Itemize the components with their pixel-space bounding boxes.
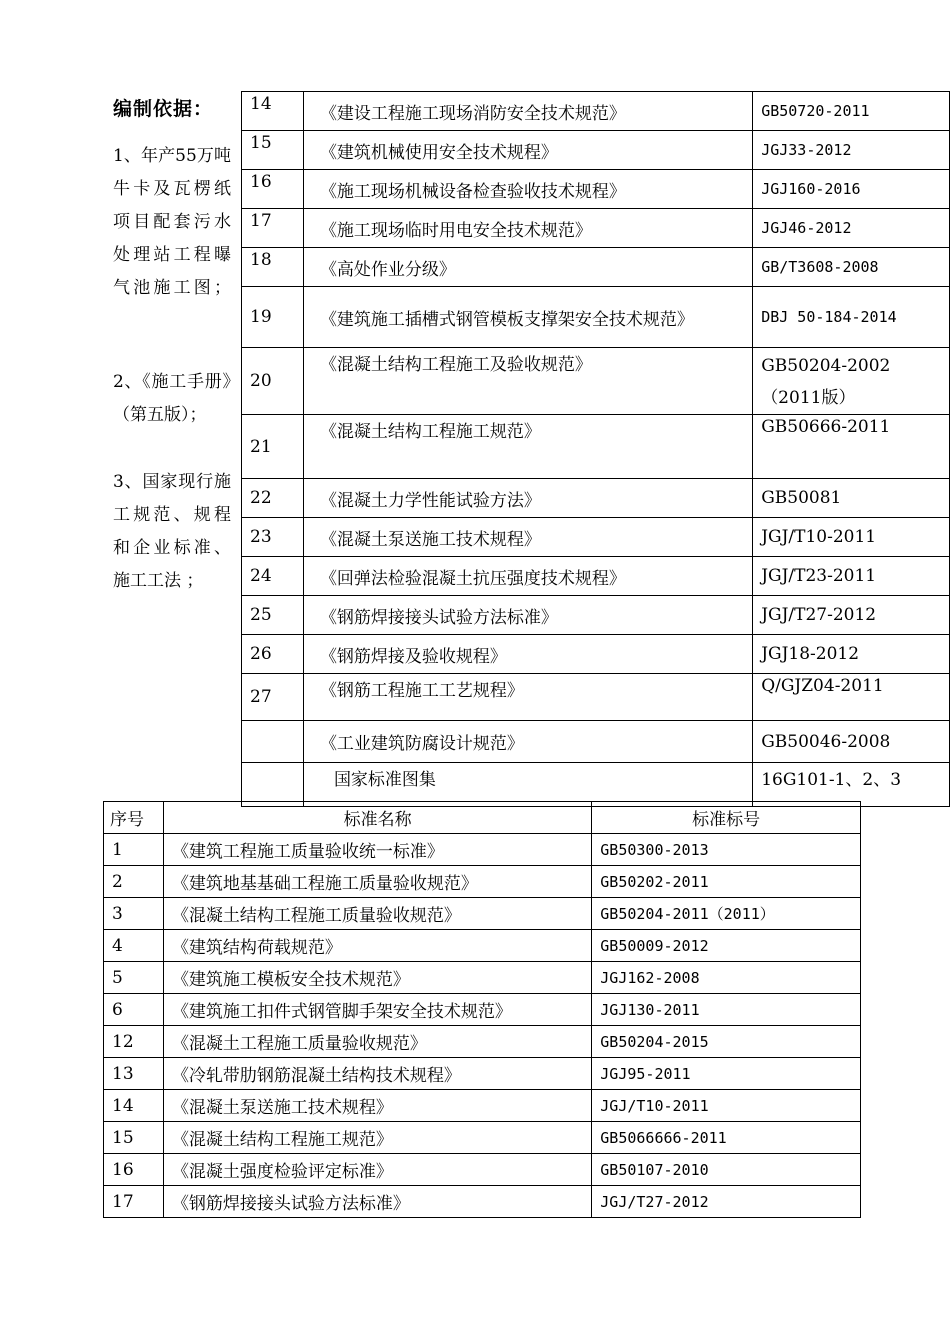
header-number: 序号	[104, 802, 164, 834]
standard-code: JGJ/T23-2011	[753, 557, 950, 596]
standard-name: 《建筑施工插槽式钢管模板支撑架安全技术规范》	[303, 287, 752, 348]
table-row	[242, 674, 950, 721]
row-number: 20	[242, 348, 304, 415]
table-row	[104, 1186, 861, 1218]
table-row	[242, 721, 950, 763]
standard-name: 《建筑工程施工质量验收统一标准》	[163, 834, 591, 866]
table-row	[242, 479, 950, 518]
standard-code: JGJ46-2012	[753, 209, 950, 248]
standard-code: GB50204-2015	[592, 1026, 861, 1058]
table-row	[104, 1026, 861, 1058]
standard-name: 《工业建筑防腐设计规范》	[303, 721, 752, 763]
standard-name: 《钢筋焊接及验收规程》	[303, 635, 752, 674]
standard-name: 《建筑结构荷载规范》	[163, 930, 591, 962]
table-row	[242, 131, 950, 170]
row-number: 4	[104, 930, 164, 962]
row-number: 12	[104, 1026, 164, 1058]
standards-table-continued	[241, 91, 950, 807]
table-row	[104, 994, 861, 1026]
table-row	[242, 635, 950, 674]
table-row	[104, 930, 861, 962]
table-row	[242, 348, 950, 415]
table-row	[242, 248, 950, 287]
row-number: 16	[242, 170, 304, 209]
row-number: 5	[104, 962, 164, 994]
standard-name: 《混凝土强度检验评定标准》	[163, 1154, 591, 1186]
standard-name: 《建筑地基基础工程施工质量验收规范》	[163, 866, 591, 898]
row-number: 6	[104, 994, 164, 1026]
row-number: 23	[242, 518, 304, 557]
standard-code: JGJ95-2011	[592, 1058, 861, 1090]
row-number	[242, 721, 304, 763]
standard-code: JGJ/T27-2012	[592, 1186, 861, 1218]
table-row	[242, 209, 950, 248]
table-row	[242, 92, 950, 131]
standard-name: 《施工现场机械设备检查验收技术规程》	[303, 170, 752, 209]
standard-name: 《混凝土泵送施工技术规程》	[303, 518, 752, 557]
standard-code: 16G101-1、2、3	[753, 763, 950, 807]
table-row	[104, 1090, 861, 1122]
standard-code: GB50202-2011	[592, 866, 861, 898]
row-number: 17	[104, 1186, 164, 1218]
table-row	[104, 962, 861, 994]
table-row	[242, 596, 950, 635]
row-number: 14	[242, 92, 304, 131]
standard-name: 《建设工程施工现场消防安全技术规范》	[303, 92, 752, 131]
table-row	[242, 557, 950, 596]
standard-name: 《冷轧带肋钢筋混凝土结构技术规程》	[163, 1058, 591, 1090]
header-name: 标准名称	[163, 802, 591, 834]
standard-code: JGJ/T10-2011	[753, 518, 950, 557]
row-number: 15	[104, 1122, 164, 1154]
standard-code: GB50204-2011（2011）	[592, 898, 861, 930]
table-row	[242, 518, 950, 557]
row-number: 18	[242, 248, 304, 287]
table-row	[104, 1122, 861, 1154]
standard-code: GB50720-2011	[753, 92, 950, 131]
standard-name: 《混凝土结构工程施工规范》	[303, 415, 752, 479]
standards-table	[103, 801, 861, 1218]
row-number: 1	[104, 834, 164, 866]
row-number: 24	[242, 557, 304, 596]
standard-code: GB5066666-2011	[592, 1122, 861, 1154]
row-number: 27	[242, 674, 304, 721]
standard-code: JGJ130-2011	[592, 994, 861, 1026]
row-number: 22	[242, 479, 304, 518]
standard-name: 《混凝土力学性能试验方法》	[303, 479, 752, 518]
standard-name: 《建筑施工扣件式钢管脚手架安全技术规范》	[163, 994, 591, 1026]
header-code: 标准标号	[592, 802, 861, 834]
row-number: 26	[242, 635, 304, 674]
row-number: 13	[104, 1058, 164, 1090]
standard-code: GB50009-2012	[592, 930, 861, 962]
row-number	[242, 763, 304, 807]
table-row	[104, 866, 861, 898]
basis-paragraph-3: 3、国家现行施工规范、规程和企业标准、施工工法 ；	[113, 472, 231, 591]
standard-code: JGJ160-2016	[753, 170, 950, 209]
basis-paragraph-2: 2、《施工手册》（第五版）；	[113, 372, 231, 425]
row-number: 14	[104, 1090, 164, 1122]
row-number: 3	[104, 898, 164, 930]
standard-code: GB50300-2013	[592, 834, 861, 866]
basis-paragraph-1: 1、年产55万吨牛卡及瓦楞纸项目配套污水处理站工程曝气池施工图；	[113, 146, 231, 298]
standard-code: DBJ 50-184-2014	[753, 287, 950, 348]
standard-name: 《施工现场临时用电安全技术规范》	[303, 209, 752, 248]
standard-name: 《钢筋工程施工工艺规程》	[303, 674, 752, 721]
standard-code: JGJ/T27-2012	[753, 596, 950, 635]
standard-name: 《钢筋焊接接头试验方法标准》	[163, 1186, 591, 1218]
standard-code: Q/GJZ04-2011	[753, 674, 950, 721]
row-number: 19	[242, 287, 304, 348]
standard-name: 《钢筋焊接接头试验方法标准》	[303, 596, 752, 635]
standard-name: 《混凝土结构工程施工质量验收规范》	[163, 898, 591, 930]
table-row	[242, 415, 950, 479]
standard-name: 国家标准图集	[303, 763, 752, 807]
standard-name: 《混凝土结构工程施工规范》	[163, 1122, 591, 1154]
standard-name: 《混凝土工程施工质量验收规范》	[163, 1026, 591, 1058]
standard-code: JGJ18-2012	[753, 635, 950, 674]
standard-code: GB50666-2011	[753, 415, 950, 479]
row-number: 15	[242, 131, 304, 170]
table-row	[104, 834, 861, 866]
standard-name: 《高处作业分级》	[303, 248, 752, 287]
standard-name: 《建筑施工模板安全技术规范》	[163, 962, 591, 994]
standard-code: GB50107-2010	[592, 1154, 861, 1186]
table-row	[242, 763, 950, 807]
standard-code: GB50081	[753, 479, 950, 518]
standard-name: 《混凝土结构工程施工及验收规范》	[303, 348, 752, 415]
section-heading: 编制依据：	[113, 98, 214, 120]
row-number: 25	[242, 596, 304, 635]
standard-code: GB/T3608-2008	[753, 248, 950, 287]
table-row	[242, 170, 950, 209]
row-number: 2	[104, 866, 164, 898]
row-number: 16	[104, 1154, 164, 1186]
row-number: 17	[242, 209, 304, 248]
table-header-row	[104, 802, 861, 834]
standard-code: GB50046-2008	[753, 721, 950, 763]
standard-code: JGJ162-2008	[592, 962, 861, 994]
standard-code: JGJ/T10-2011	[592, 1090, 861, 1122]
table-row	[242, 287, 950, 348]
standard-name: 《建筑机械使用安全技术规程》	[303, 131, 752, 170]
standard-code: GB50204-2002（2011版）	[753, 348, 950, 415]
standard-code: JGJ33-2012	[753, 131, 950, 170]
row-number: 21	[242, 415, 304, 479]
standard-name: 《混凝土泵送施工技术规程》	[163, 1090, 591, 1122]
table-row	[104, 1058, 861, 1090]
table-row	[104, 898, 861, 930]
table-row	[104, 1154, 861, 1186]
standard-name: 《回弹法检验混凝土抗压强度技术规程》	[303, 557, 752, 596]
